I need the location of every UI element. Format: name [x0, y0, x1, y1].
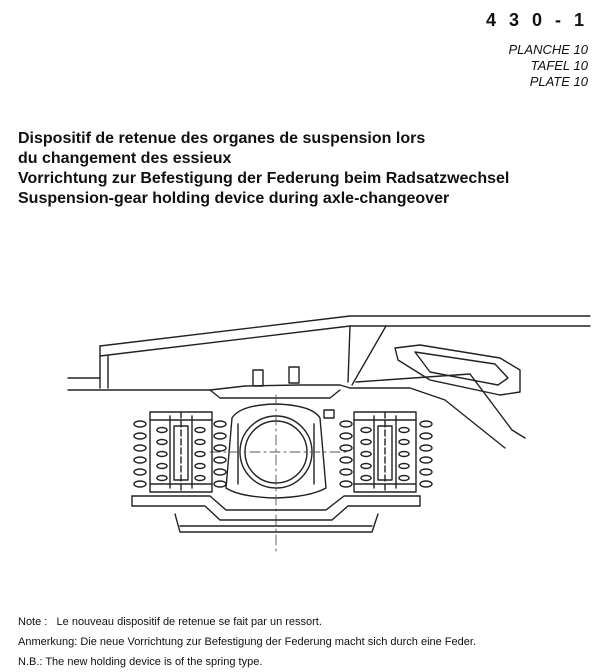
note-de: [18, 632, 476, 652]
plate-label-en: PLATE 10: [529, 74, 588, 89]
note-en: [18, 652, 476, 672]
plate-label-fr: PLANCHE 10: [508, 42, 588, 57]
centerlines: [210, 395, 350, 555]
note-fr-label: Note :: [18, 616, 48, 628]
plate-label-de: TAFEL 10: [530, 58, 588, 73]
bolt-heads: [253, 367, 299, 386]
note-en-label: N.B.:: [18, 656, 43, 668]
title-fr-line2: du changement des essieux: [18, 150, 232, 167]
notes-block: [18, 612, 476, 672]
note-de-label: Anmerkung:: [18, 636, 78, 648]
note-en-text: The new holding device is of the spring type.: [45, 656, 263, 668]
note-de-text: Die neue Vorrichtung zur Befestigung der Federung macht sich durch eine Feder.: [80, 636, 476, 648]
suspension-technical-drawing: [60, 290, 608, 590]
axlebox: [226, 404, 334, 498]
note-fr-text: Le nouveau dispositif de retenue se fait par un ressort.: [56, 616, 322, 628]
vehicle-frame: [68, 316, 590, 448]
title-fr-line1: Dispositif de retenue des organes de suspension lors: [18, 130, 426, 147]
note-fr: [18, 612, 476, 632]
title-de: Vorrichtung zur Befestigung der Federung beim Radsatzwechsel: [18, 170, 510, 187]
title-block: [18, 129, 509, 209]
title-en: Suspension-gear holding device during axle-changeover: [18, 190, 450, 207]
document-number: 4 3 0 - 1: [485, 10, 588, 30]
plate-labels: [509, 42, 588, 90]
